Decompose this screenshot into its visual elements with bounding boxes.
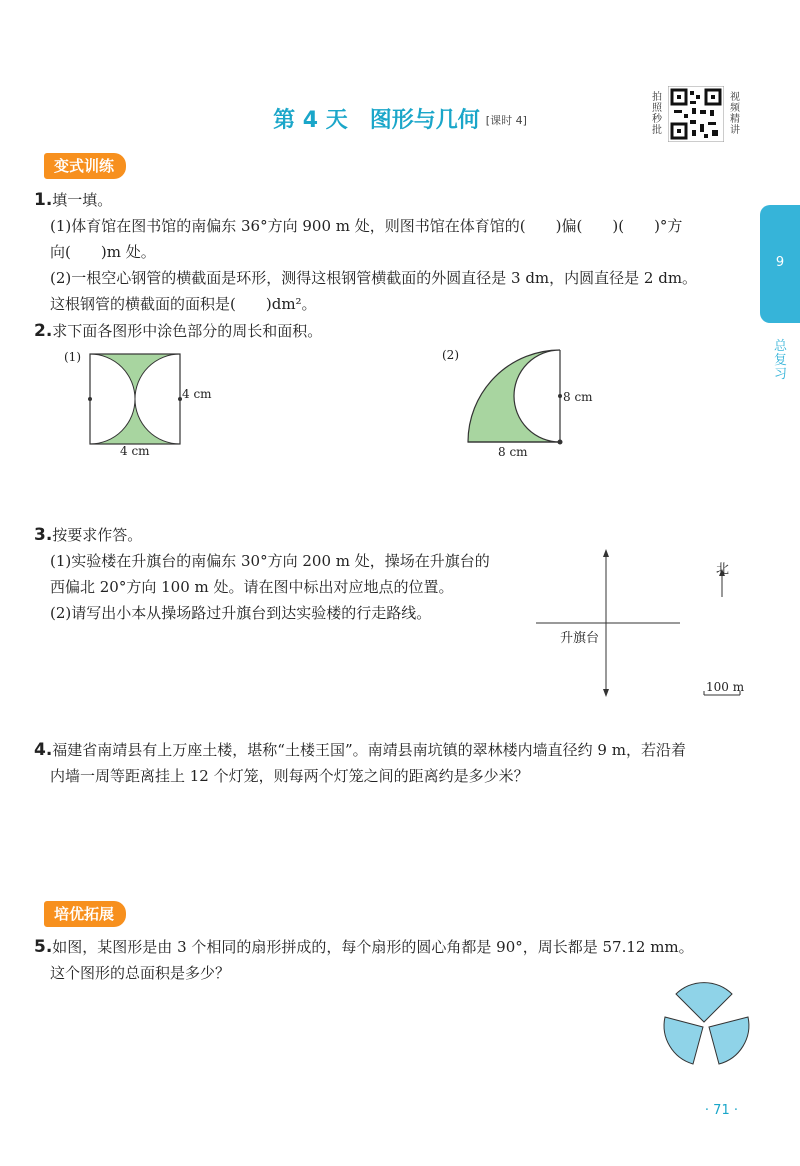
fig2-bottom-label: 8 cm — [498, 445, 528, 459]
fig1-bottom-label: 4 cm — [120, 444, 150, 458]
lesson-tag: [课时 4] — [485, 114, 527, 127]
question-5 — [34, 934, 764, 986]
north-label: 北 — [716, 562, 730, 577]
fig1-shade-top — [90, 354, 180, 399]
center-label: 升旗台 — [560, 631, 600, 646]
fig2-tag: (2) — [442, 348, 459, 362]
q1-text-e: 向( — [50, 243, 71, 261]
qr-code-block — [650, 84, 750, 144]
q1-part1-line1 — [34, 213, 754, 239]
fig2-side-label: 8 cm — [563, 390, 593, 404]
q1-number: 1. — [34, 190, 53, 210]
chapter-label: 总复习 — [774, 339, 788, 382]
q3-part2: (2)请写出小本从操场路过升旗台到达实验楼的行走路线。 — [50, 604, 432, 622]
fig1-tag: (1) — [64, 350, 81, 364]
q4-line1: 福建省南靖县有上万座土楼，堪称“土楼王国”。南靖县南坑镇的翠林楼内墙直径约 9 m，若沿着 — [52, 741, 686, 759]
fan-right — [709, 1017, 749, 1064]
question-4 — [34, 737, 764, 789]
q1-part1-line2 — [34, 239, 754, 265]
q1-text-c: )( — [612, 217, 625, 235]
q5-fans-figure — [660, 980, 752, 1072]
q1-text-a: (1)体育馆在图书馆的南偏东 36°方向 900 m 处，则图书馆在体育馆的( — [50, 217, 526, 235]
question-1 — [34, 187, 754, 317]
fig1-square-figure — [80, 350, 220, 462]
scale-label: 100 m — [706, 680, 745, 694]
q5-number: 5. — [34, 937, 53, 957]
q5-line2: 这个图形的总面积是多少？ — [50, 964, 231, 982]
q3-stem: 按要求作答。 — [52, 526, 143, 544]
q3-number: 3. — [34, 525, 53, 545]
q4-number: 4. — [34, 740, 53, 760]
q5-line1: 如图，某图形是由 3 个相同的扇形拼成的，每个扇形的圆心角都是 90°，周长都是 57.12 mm。 — [52, 938, 694, 956]
question-2 — [34, 318, 322, 344]
q4-line2: 内墙一周等距离挂上 12 个灯笼，则每两个灯笼之间的距离约是多少米？ — [50, 767, 529, 785]
q1-text-h: )dm²。 — [265, 295, 317, 313]
fan-left — [664, 1017, 703, 1064]
fig1-shade-bottom — [90, 399, 180, 444]
section-tag-extension: 培优拓展 — [44, 901, 126, 927]
q1-part2-line2 — [34, 291, 754, 317]
q1-text-d: )°方 — [654, 217, 683, 235]
qr-right-label: 视频精讲 — [730, 92, 740, 136]
q1-text-f: )m 处。 — [100, 243, 156, 261]
qr-code-icon[interactable] — [668, 86, 724, 142]
q1-text-g: 这根钢管的横截面的面积是( — [50, 295, 236, 313]
q2-number: 2. — [34, 321, 53, 341]
chapter-number: 9 — [775, 255, 785, 270]
fan-top — [676, 983, 732, 1022]
q1-part2-line1: (2)一根空心钢管的横截面是环形，测得这根钢管横截面的外圆直径是 3 dm，内圆直径是 2 dm。 — [50, 269, 698, 287]
q1-text-b: )偏( — [555, 217, 583, 235]
page-number: · 71 · — [704, 1103, 738, 1118]
q1-stem: 填一填。 — [52, 191, 113, 209]
question-3 — [34, 522, 554, 626]
q2-stem: 求下面各图形中涂色部分的周长和面积。 — [52, 322, 323, 340]
section-tag-practice: 变式训练 — [44, 153, 126, 179]
qr-left-label: 拍照秒批 — [652, 92, 662, 136]
q3-part1-line1: (1)实验楼在升旗台的南偏东 30°方向 200 m 处，操场在升旗台的 — [50, 552, 490, 570]
title-text: 第 4 天 图形与几何 — [273, 108, 480, 133]
chapter-tab[interactable] — [760, 205, 800, 323]
q3-part1-line2: 西偏北 20°方向 100 m 处。请在图中标出对应地点的位置。 — [50, 578, 454, 596]
fig1-side-label: 4 cm — [182, 387, 212, 401]
fig2-shade — [468, 350, 560, 442]
